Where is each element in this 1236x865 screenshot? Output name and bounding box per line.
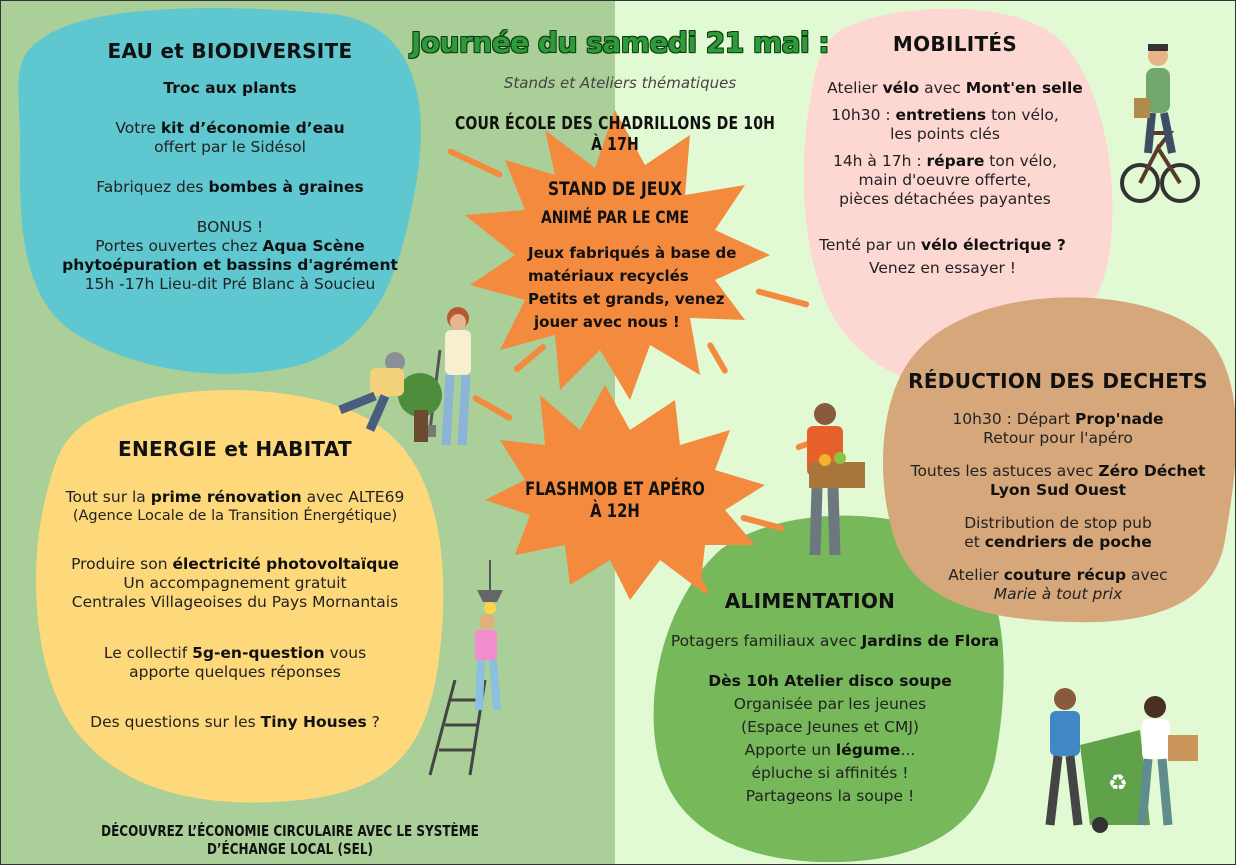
eau-phyto: phytoépuration et bassins d'agrément [62, 256, 398, 274]
eau-bombes-bold: bombes à graines [208, 178, 364, 196]
dech-marie: Marie à tout prix [993, 585, 1123, 603]
mob-1030-prefix: 10h30 : [831, 106, 896, 124]
stand-line: matériaux recyclés [528, 267, 689, 285]
en-prod-prefix: Produire son [71, 555, 173, 573]
farmer-illustration [795, 400, 870, 565]
en-prod-bold: électricité photovoltaïque [172, 555, 399, 573]
mob-14h-suffix: ton vélo, [984, 152, 1058, 170]
alim-app-prefix: Apporte un [744, 741, 836, 759]
energie-title: ENERGIE et HABITAT [118, 437, 352, 461]
en-coll-prefix: Le collectif [103, 644, 193, 662]
en-accomp: Un accompagnement gratuit [123, 574, 347, 592]
mobilites-section [819, 32, 1110, 278]
alim-part: Partageons la soupe ! [745, 787, 915, 805]
mob-tente-prefix: Tenté par un [819, 236, 922, 254]
stand-line: Petits et grands, venez [528, 290, 725, 308]
dech-retour: Retour pour l'apéro [983, 429, 1133, 447]
dech-distrib: Distribution de stop pub [964, 514, 1152, 532]
alim-esp: (Espace Jeunes et CMJ) [741, 718, 919, 736]
mob-pieces: pièces détachées payantes [839, 190, 1051, 208]
eau-section [60, 39, 400, 294]
mob-14h-bold: répare [926, 152, 985, 170]
alim-app-bold: légume [835, 741, 901, 759]
stand-line: jouer avec nous ! [534, 313, 680, 331]
en-centrales: Centrales Villageoises du Pays Mornantais [71, 593, 399, 611]
dech-dep-prefix: 10h30 : Départ [952, 410, 1075, 428]
alim-org: Organisée par les jeunes [733, 695, 927, 713]
dech-couture-prefix: Atelier [948, 566, 1004, 584]
eau-troc: Troc aux plants [163, 79, 297, 97]
ladder-illustration [425, 560, 515, 785]
en-apporte: apporte quelques réponses [129, 663, 341, 681]
stand-line: Jeux fabriqués à base de [528, 244, 737, 262]
en-tiny-bold: Tiny Houses [260, 713, 367, 731]
footer-sel: DÉCOUVREZ L’ÉCONOMIE CIRCULAIRE AVEC LE SYSTÈME D’ÉCHANGE LOCAL (SEL) [101, 822, 479, 858]
flashmob-label: FLASHMOB ET APÉRO À 12H [525, 478, 705, 522]
en-tiny-suffix: ? [366, 713, 380, 731]
en-coll-suffix: vous [324, 644, 367, 662]
eau-kit-suffix: offert par le Sidésol [154, 138, 306, 156]
mob-atelier-mid: avec [919, 79, 966, 97]
dech-cend-prefix: et [964, 533, 985, 551]
stand-title: STAND DE JEUX [547, 178, 683, 200]
eau-bombes-prefix: Fabriquez des [96, 178, 209, 196]
mobilites-title: MOBILITÉS [892, 32, 1018, 56]
mob-atelier-bold: vélo [882, 79, 920, 97]
eau-kit-prefix: Votre [115, 119, 161, 137]
recycling-illustration [1030, 685, 1210, 835]
mob-14h-prefix: 14h à 17h : [832, 152, 927, 170]
mob-atelier-bold: Mont'en selle [965, 79, 1083, 97]
eau-portes-bold: Aqua Scène [262, 237, 365, 255]
stand-subtitle: ANIMÉ PAR LE CME [540, 208, 690, 228]
gardeners-illustration [330, 300, 480, 455]
dechets-title: RÉDUCTION DES DECHETS [908, 369, 1208, 393]
dech-cend-bold: cendriers de poche [984, 533, 1152, 551]
cyclist-illustration [1120, 38, 1200, 213]
stand-section [500, 180, 730, 228]
dechets-section [900, 369, 1216, 604]
dech-couture-suffix: avec [1126, 566, 1168, 584]
page-title: Journée du samedi 21 mai : [410, 26, 830, 59]
mob-1030-bold: entretiens [895, 106, 987, 124]
en-prime-prefix: Tout sur la [65, 488, 151, 506]
en-prime-suffix: avec ALTE69 [301, 488, 405, 506]
en-tiny-prefix: Des questions sur les [90, 713, 261, 731]
stand-body [528, 242, 748, 334]
energie-section [40, 437, 430, 732]
eau-title: EAU et BIODIVERSITE [107, 39, 353, 63]
mob-points: les points clés [890, 125, 1000, 143]
eau-kit-bold: kit d’économie d’eau [160, 119, 345, 137]
dech-couture-bold: couture récup [1003, 566, 1127, 584]
svg-text:♻: ♻ [1108, 771, 1128, 796]
en-coll-bold: 5g-en-question [192, 644, 325, 662]
alimentation-section [660, 589, 1010, 806]
alim-app-suffix: ... [900, 741, 916, 759]
alim-pot-bold: Jardins de Flora [861, 632, 1000, 650]
eau-bonus: BONUS ! [196, 218, 264, 236]
mob-main: main d'oeuvre offerte, [858, 171, 1032, 189]
dech-astuces-prefix: Toutes les astuces avec [910, 462, 1099, 480]
en-agence: (Agence Locale de la Transition Énergétique) [72, 508, 398, 524]
mob-tente-bold: vélo électrique ? [921, 236, 1066, 254]
alim-disco: Dès 10h Atelier disco soupe [708, 672, 952, 690]
eau-portes-prefix: Portes ouvertes chez [95, 237, 263, 255]
alim-epl: épluche si affinités ! [751, 764, 909, 782]
alimentation-title: ALIMENTATION [724, 589, 896, 613]
alim-pot-prefix: Potagers familiaux avec [670, 632, 862, 650]
en-prime-bold: prime rénovation [150, 488, 302, 506]
dech-dep-bold: Prop'nade [1074, 410, 1164, 428]
page-subtitle: Stands et Ateliers thématiques [503, 74, 737, 92]
mob-venez: Venez en essayer ! [868, 259, 1017, 277]
dech-astuces-bold: Zéro Déchet [1098, 462, 1206, 480]
mob-atelier-prefix: Atelier [827, 79, 883, 97]
event-location: COUR ÉCOLE DES CHADRILLONS DE 10H À 17H [454, 113, 776, 155]
eau-lieu: 15h -17h Lieu-dit Pré Blanc à Soucieu [84, 275, 376, 293]
mob-1030-suffix: ton vélo, [986, 106, 1059, 124]
dech-astuces-bold: Lyon Sud Ouest [989, 481, 1127, 499]
